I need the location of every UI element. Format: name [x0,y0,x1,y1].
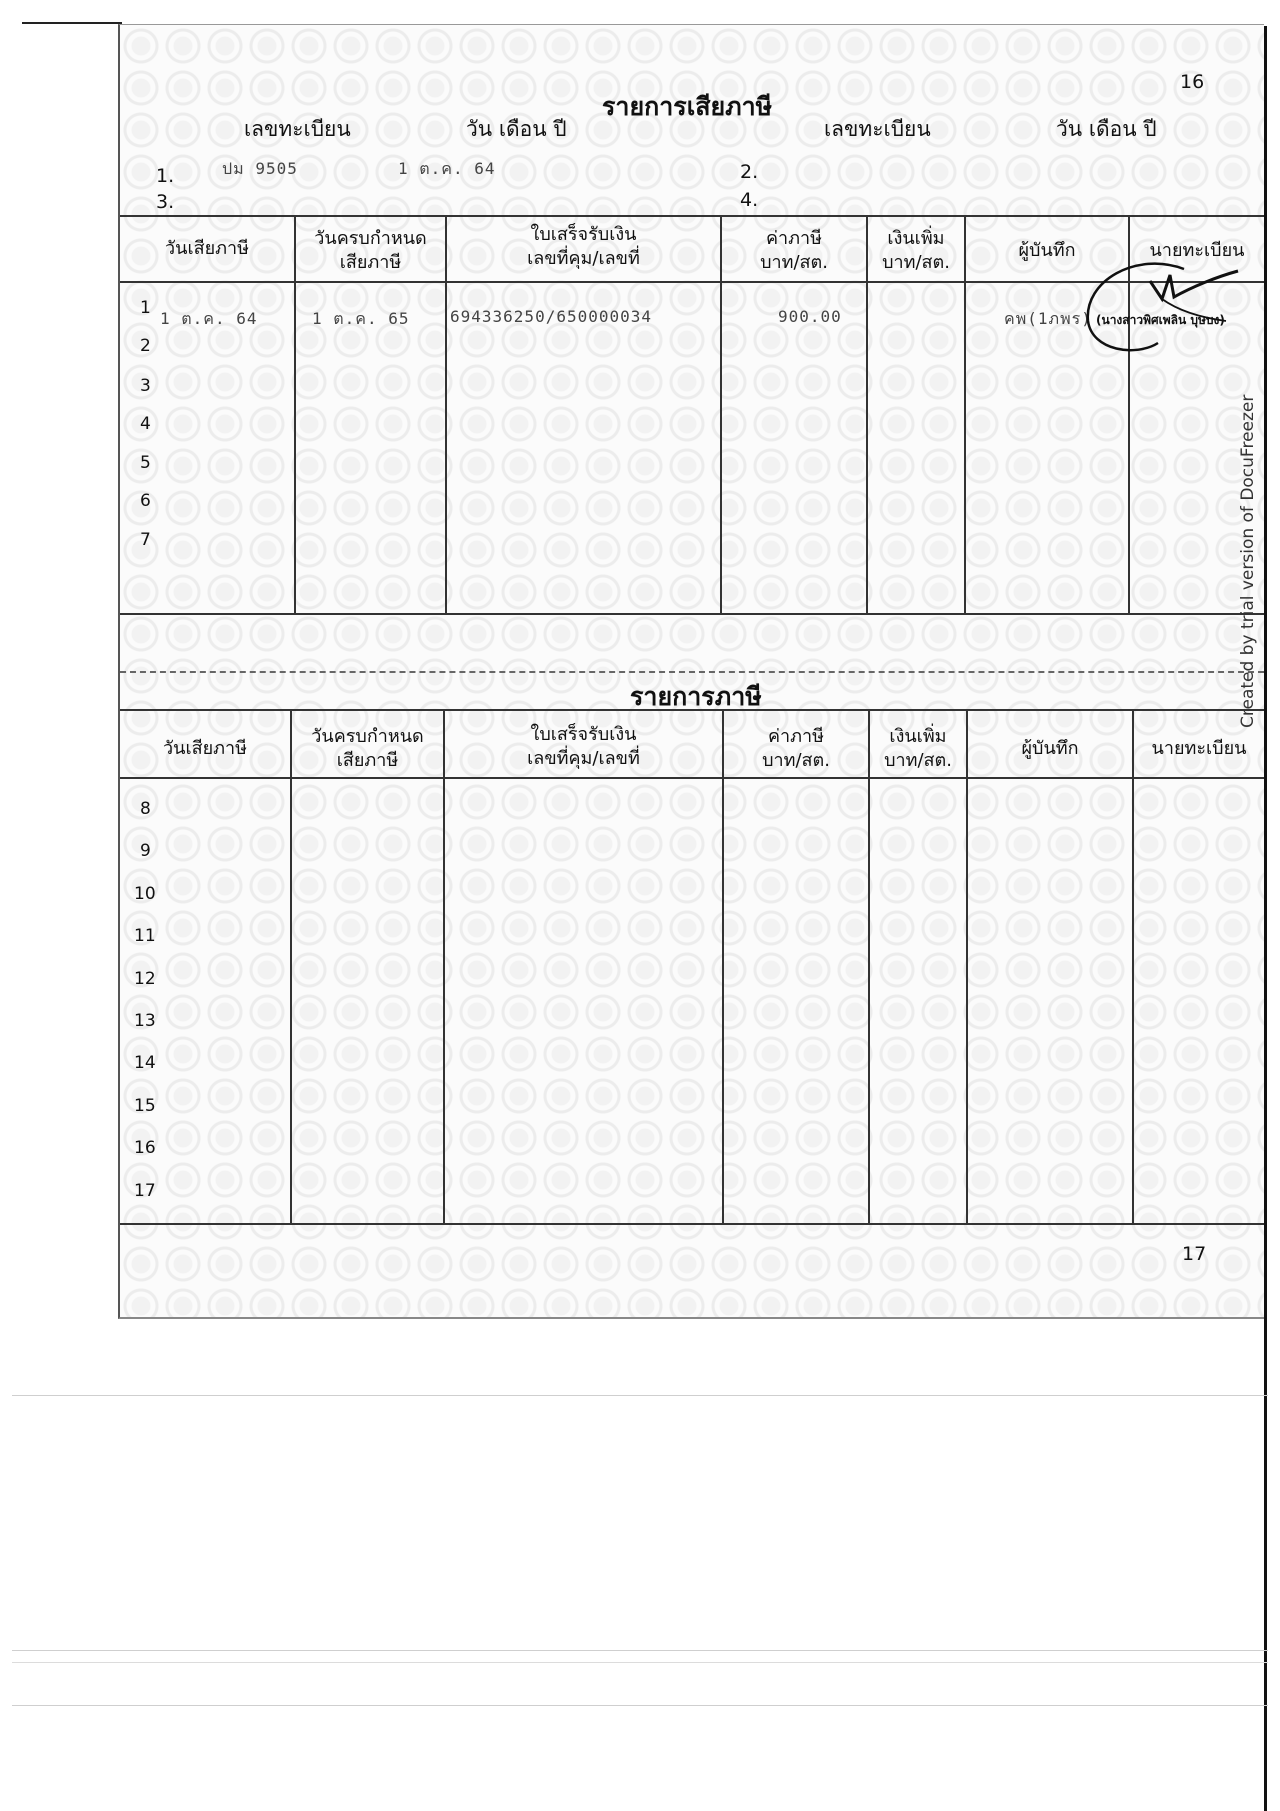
table1-column-divider [445,215,447,615]
row-number: 4 [140,414,151,434]
item-number: 4. [740,189,759,211]
table2-column-divider [966,709,968,1225]
page-number-top: 16 [1180,71,1205,93]
col-header-due-date: วันครบกำหนด เสียภาษี [314,228,427,273]
date-label-left: วัน เดือน ปี [466,117,567,141]
row-number: 12 [134,969,156,989]
scan-artifact-line [12,1705,1268,1706]
table2-column-divider [722,709,724,1225]
row-number: 17 [134,1181,156,1201]
col-header-surcharge: เงินเพิ่ม บาท/สต. [882,228,950,273]
scan-artifact-line [12,1662,1268,1663]
scan-artifact-line [12,1650,1268,1651]
col-header-receipt: ใบเสร็จรับเงิน เลขที่คุม/เลขที่ [527,724,640,769]
page-number-bottom: 17 [1182,1243,1207,1265]
col-header-recorder: ผู้บันทึก [1021,738,1079,759]
top-edge-rule [22,22,122,24]
table1-column-divider [720,215,722,615]
table2-column-divider [1132,709,1134,1225]
row-number: 7 [140,530,151,550]
col-header-tax-date: วันเสียภาษี [165,238,249,259]
item-number: 2. [740,161,759,183]
table1-column-divider [294,215,296,615]
table2-column-divider [443,709,445,1225]
signature-scribble [1066,251,1264,361]
section1-title: รายการเสียภาษี [602,92,773,121]
right-edge-rule [1264,26,1267,1811]
row-number: 16 [134,1138,156,1158]
table2-column-divider [868,709,870,1225]
receipt-number-value: 694336250/650000034 [450,307,653,326]
col-header-tax-date: วันเสียภาษี [163,738,247,759]
tax-amount-value: 900.00 [778,307,842,326]
item-number: 3. [156,191,175,213]
docufreezer-watermark: Created by trial version of DocuFreezer [1238,394,1258,728]
col-header-registrar: นายทะเบียน [1149,240,1245,261]
col-header-tax-amount: ค่าภาษี บาท/สต. [762,726,830,771]
reg-label-left: เลขทะเบียน [244,117,351,141]
col-header-receipt: ใบเสร็จรับเงิน เลขที่คุม/เลขที่ [527,224,640,269]
perforation-line [120,671,1264,673]
section2-title: รายการภาษี [630,682,762,711]
row-number: 3 [140,376,151,396]
reg-label-right: เลขทะเบียน [824,117,931,141]
col-header-due-date: วันครบกำหนด เสียภาษี [311,726,424,771]
tax-date-value: 1 ต.ค. 64 [160,309,258,328]
table2-column-divider [290,709,292,1225]
row-number: 1 [140,298,151,318]
col-header-registrar: นายทะเบียน [1151,738,1247,759]
recorder-value: คพ(1ภพร) [1004,309,1092,328]
table1-column-divider [964,215,966,615]
row-number: 5 [140,453,151,473]
registration-value: ปม 9505 [222,159,298,178]
due-date-value: 1 ต.ค. 65 [312,309,410,328]
registrar-printed-name: (นางสาวพิศเพลิน บุษบง) [1096,313,1225,327]
scan-artifact-line [12,1395,1268,1396]
date-label-right: วัน เดือน ปี [1056,117,1157,141]
table1-top-border [120,215,1264,217]
row-number: 9 [140,841,151,861]
item-number: 1. [156,165,175,187]
col-header-tax-amount: ค่าภาษี บาท/สต. [760,228,828,273]
col-header-surcharge: เงินเพิ่ม บาท/สต. [884,726,952,771]
row-number: 11 [134,926,156,946]
tax-record-page [118,24,1264,1319]
table1-column-divider [866,215,868,615]
row-number: 2 [140,336,151,356]
row-number: 13 [134,1011,156,1031]
row-number: 8 [140,799,151,819]
row-number: 10 [134,884,156,904]
col-header-recorder: ผู้บันทึก [1018,240,1076,261]
row-number: 14 [134,1053,156,1073]
registrar-signature [1066,251,1264,361]
row-number: 15 [134,1096,156,1116]
table1-bottom-border [120,613,1264,615]
registration-date-value: 1 ต.ค. 64 [398,159,496,178]
row-number: 6 [140,491,151,511]
